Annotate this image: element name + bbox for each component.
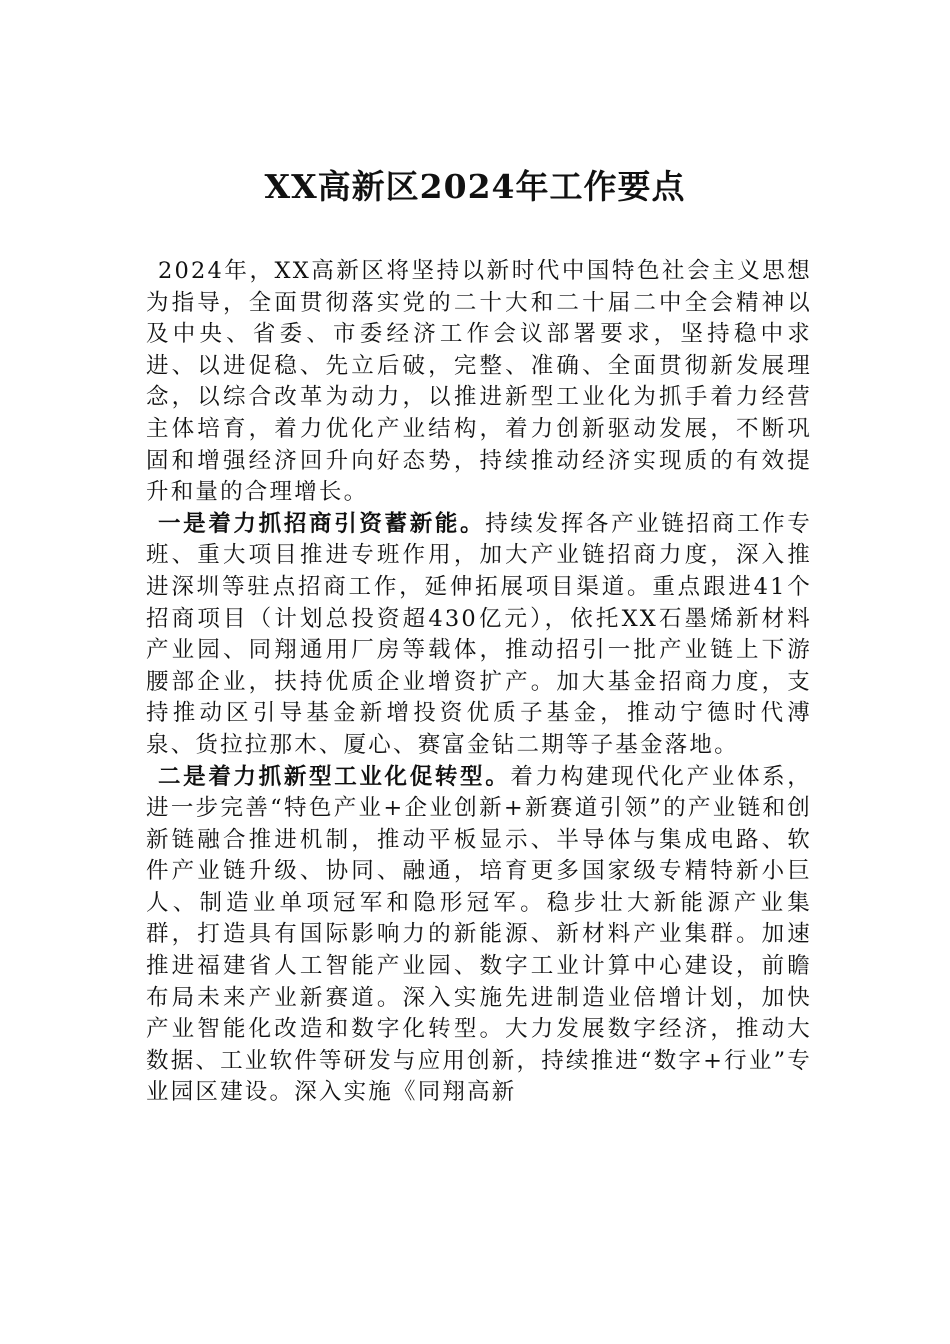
paragraph-industrialization bbox=[146, 762, 812, 1110]
paragraph-investment bbox=[146, 509, 812, 762]
document-body bbox=[146, 256, 812, 1109]
paragraph-text: 持续发挥各产业链招商工作专班、重大项目推进专班作用，加大产业链招商力度，深入推进深圳等驻点招商工作，延伸拓展项目渠道。重点跟进41个招商项目（计划总投资超430亿元），依托XX石墨烯新材料产业园、同翔通用厂房等载体，推动招引一批产业链上下游腰部企业，扶持优质企业增资扩产。加大基金招商力度，支持推动区引导基金新增投资优质子基金，推动宁德时代溥泉、货拉拉那木、厦心、赛富金钻二期等子基金落地。 bbox=[146, 510, 812, 758]
paragraph-text: 2024年，XX高新区将坚持以新时代中国特色社会主义思想为指导，全面贯彻落实党的二十大和二十届二中全会精神以及中央、省委、市委经济工作会议部署要求，坚持稳中求进、以进促稳、先立后破，完整、准确、全面贯彻新发展理念，以综合改革为动力，以推进新型工业化为抓手着力经营主体培育，着力优化产业结构，着力创新驱动发展，不断巩固和增强经济回升向好态势，持续推动经济实现质的有效提升和量的合理增长。 bbox=[146, 258, 812, 506]
paragraph-intro bbox=[146, 256, 812, 509]
paragraph-text: 着力构建现代化产业体系，进一步完善“特色产业+企业创新+新赛道引领”的产业链和创新链融合推进机制，推动平板显示、半导体与集成电路、软件产业链升级、协同、融通，培育更多国家级专精特新小巨人、制造业单项冠军和隐形冠军。稳步壮大新能源产业集群，打造具有国际影响力的新能源、新材料产业集群。加速推进福建省人工智能产业园、数字工业计算中心建设，前瞻布局未来产业新赛道。深入实施先进制造业倍增计划，加快产业智能化改造和数字化转型。大力发展数字经济，推动大数据、工业软件等研发与应用创新，持续推进“数字+行业”专业园区建设。深入实施《同翔高新 bbox=[146, 763, 812, 1106]
paragraph-lead: 二是着力抓新型工业化促转型。 bbox=[158, 763, 511, 790]
document-title: XX高新区2024年工作要点 bbox=[264, 167, 686, 206]
paragraph-lead: 一是着力抓招商引资蓄新能。 bbox=[158, 510, 486, 537]
